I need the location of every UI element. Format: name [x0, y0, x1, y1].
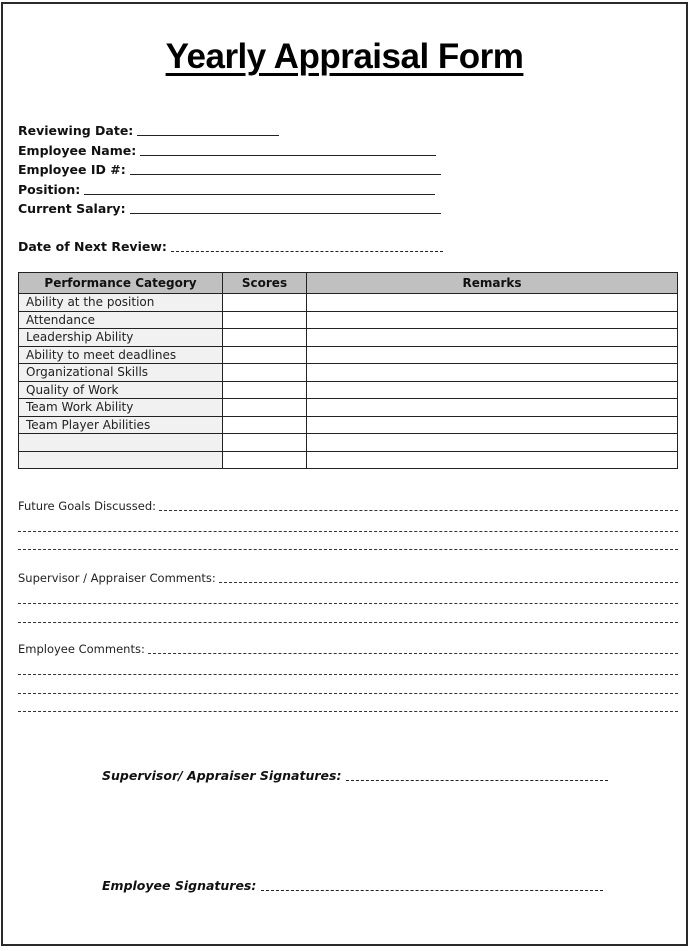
employee-name-label: Employee Name: [18, 143, 137, 158]
employee-id-input[interactable] [130, 173, 441, 175]
remarks-cell[interactable] [307, 399, 678, 417]
table-row [19, 329, 678, 347]
score-cell[interactable] [223, 329, 307, 347]
next-review-input[interactable] [171, 250, 443, 252]
table-row [19, 399, 678, 417]
supervisor-comments-line[interactable] [18, 602, 678, 604]
header-performance-category: Performance Category [19, 273, 223, 294]
table-row [19, 364, 678, 382]
category-cell [19, 451, 223, 469]
supervisor-comments-input[interactable] [219, 582, 678, 583]
category-cell: Organizational Skills [19, 364, 223, 382]
remarks-cell[interactable] [307, 346, 678, 364]
table-row [19, 311, 678, 329]
page-title [3, 37, 686, 77]
future-goals-label: Future Goals Discussed: [18, 499, 156, 513]
remarks-cell[interactable] [307, 381, 678, 399]
current-salary-field[interactable] [18, 201, 441, 216]
current-salary-input[interactable] [130, 212, 441, 214]
employee-comments-line[interactable] [18, 692, 678, 694]
table-row [19, 451, 678, 469]
table-row [19, 434, 678, 452]
employee-signature-input[interactable] [261, 890, 603, 891]
current-salary-label: Current Salary: [18, 201, 126, 216]
remarks-cell[interactable] [307, 434, 678, 452]
score-cell[interactable] [223, 311, 307, 329]
future-goals-input[interactable] [159, 510, 678, 511]
category-cell: Team Player Abilities [19, 416, 223, 434]
employee-id-label: Employee ID #: [18, 162, 126, 177]
table-row [19, 416, 678, 434]
form-page [1, 2, 688, 946]
header-scores: Scores [223, 273, 307, 294]
category-cell: Quality of Work [19, 381, 223, 399]
performance-table [18, 272, 678, 469]
position-field[interactable] [18, 182, 435, 197]
table-row [19, 346, 678, 364]
employee-name-input[interactable] [140, 154, 436, 156]
score-cell[interactable] [223, 346, 307, 364]
future-goals-field[interactable] [18, 499, 678, 513]
supervisor-comments-line[interactable] [18, 621, 678, 623]
category-cell: Team Work Ability [19, 399, 223, 417]
position-label: Position: [18, 182, 81, 197]
title-text: Yearly Appraisal Form [165, 37, 524, 76]
remarks-cell[interactable] [307, 364, 678, 382]
table-row [19, 381, 678, 399]
employee-comments-field[interactable] [18, 642, 678, 656]
reviewing-date-field[interactable] [18, 123, 279, 138]
score-cell[interactable] [223, 294, 307, 312]
category-cell: Leadership Ability [19, 329, 223, 347]
header-remarks: Remarks [307, 273, 678, 294]
score-cell[interactable] [223, 434, 307, 452]
remarks-cell[interactable] [307, 329, 678, 347]
position-input[interactable] [84, 193, 435, 195]
employee-comments-line[interactable] [18, 710, 678, 712]
supervisor-signature-label: Supervisor/ Appraiser Signatures: [102, 768, 342, 783]
table-row [19, 294, 678, 312]
table-header-row [19, 273, 678, 294]
next-review-label: Date of Next Review: [18, 239, 167, 254]
employee-comments-label: Employee Comments: [18, 642, 145, 656]
future-goals-line[interactable] [18, 548, 678, 550]
employee-name-field[interactable] [18, 143, 436, 158]
employee-comments-line[interactable] [18, 673, 678, 675]
reviewing-date-input[interactable] [137, 134, 279, 136]
next-review-field[interactable] [18, 239, 443, 254]
supervisor-comments-field[interactable] [18, 571, 678, 585]
employee-comments-input[interactable] [148, 653, 678, 654]
score-cell[interactable] [223, 416, 307, 434]
category-cell [19, 434, 223, 452]
remarks-cell[interactable] [307, 311, 678, 329]
score-cell[interactable] [223, 399, 307, 417]
future-goals-line[interactable] [18, 530, 678, 532]
supervisor-comments-label: Supervisor / Appraiser Comments: [18, 571, 216, 585]
reviewing-date-label: Reviewing Date: [18, 123, 134, 138]
supervisor-signature-field[interactable] [102, 768, 608, 783]
score-cell[interactable] [223, 451, 307, 469]
category-cell: Ability to meet deadlines [19, 346, 223, 364]
remarks-cell[interactable] [307, 416, 678, 434]
employee-signature-field[interactable] [102, 878, 603, 893]
remarks-cell[interactable] [307, 294, 678, 312]
category-cell: Attendance [19, 311, 223, 329]
remarks-cell[interactable] [307, 451, 678, 469]
score-cell[interactable] [223, 364, 307, 382]
supervisor-signature-input[interactable] [346, 780, 608, 781]
category-cell: Ability at the position [19, 294, 223, 312]
score-cell[interactable] [223, 381, 307, 399]
employee-id-field[interactable] [18, 162, 441, 177]
employee-signature-label: Employee Signatures: [102, 878, 257, 893]
